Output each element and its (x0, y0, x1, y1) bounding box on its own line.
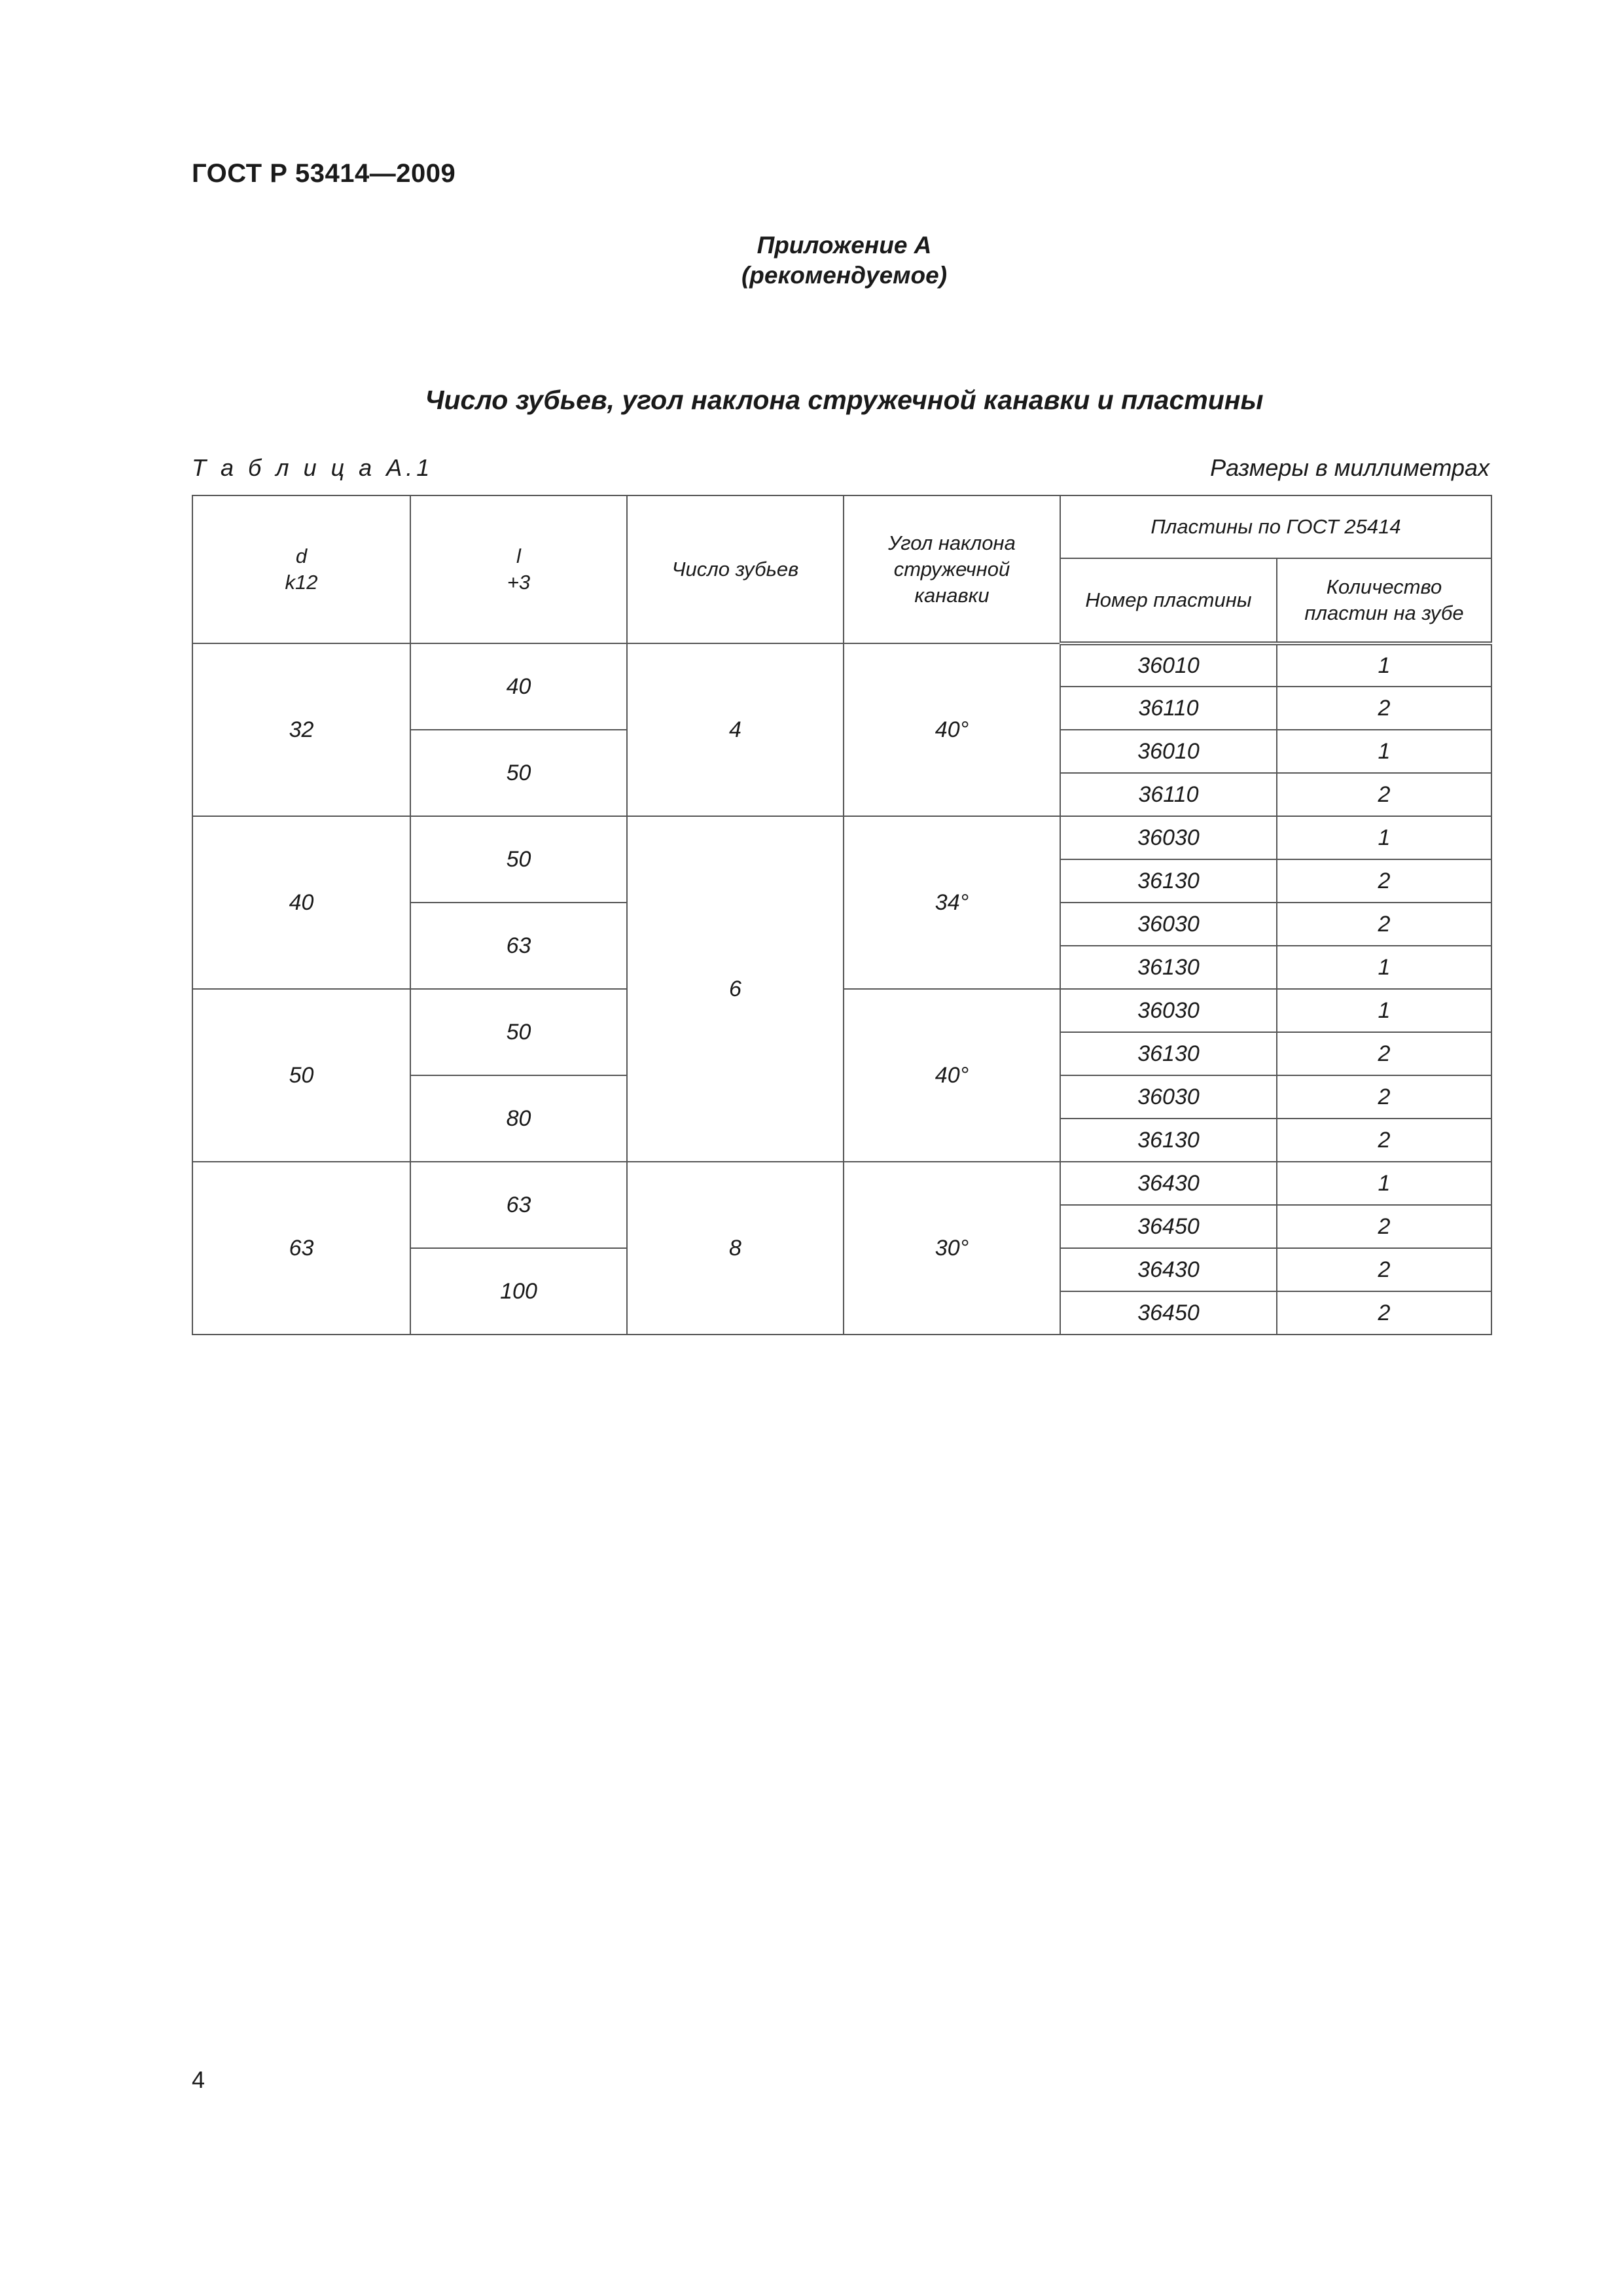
appendix-status: (рекомендуемое) (741, 262, 948, 289)
cell-plate-number: 36130 (1060, 1119, 1277, 1162)
cell-plate-count: 1 (1277, 946, 1491, 989)
cell-plate-number: 36010 (1060, 643, 1277, 687)
cell-plate-number: 36030 (1060, 903, 1277, 946)
header-d-tolerance: k12 (285, 571, 318, 594)
cell-angle: 40° (844, 643, 1060, 816)
header-plate-count-line1: Количество (1326, 575, 1442, 598)
cell-plate-number: 36450 (1060, 1291, 1277, 1335)
cell-plate-number: 36130 (1060, 859, 1277, 903)
table-row (192, 816, 1491, 859)
cell-l: 50 (410, 989, 627, 1075)
cell-l: 63 (410, 903, 627, 989)
cell-d: 40 (192, 816, 410, 989)
table-body (192, 643, 1491, 1335)
table-units: Размеры в миллиметрах (1210, 454, 1489, 481)
page-number: 4 (192, 2066, 205, 2093)
cell-plate-count: 2 (1277, 1119, 1491, 1162)
cell-plate-number: 36430 (1060, 1162, 1277, 1205)
cell-plate-number: 36030 (1060, 816, 1277, 859)
cell-plate-number: 36430 (1060, 1248, 1277, 1291)
cell-plate-count: 1 (1277, 643, 1491, 687)
header-d-symbol: d (295, 545, 308, 567)
header-l-tolerance: +3 (507, 571, 531, 594)
cell-plate-count: 2 (1277, 1205, 1491, 1248)
data-table (192, 495, 1492, 1335)
cell-l: 80 (410, 1075, 627, 1162)
cell-plate-number: 36030 (1060, 1075, 1277, 1119)
header-l-symbol: l (516, 545, 521, 567)
header-angle-line2: стружечной (893, 558, 1010, 581)
header-angle-line1: Угол наклона (888, 531, 1016, 554)
cell-plate-count: 1 (1277, 816, 1491, 859)
cell-angle: 40° (844, 989, 1060, 1162)
cell-l: 40 (410, 643, 627, 730)
cell-plate-number: 36110 (1060, 773, 1277, 816)
table-row (192, 1162, 1491, 1205)
cell-plate-number: 36450 (1060, 1205, 1277, 1248)
cell-teeth: 4 (627, 643, 844, 816)
cell-d: 63 (192, 1162, 410, 1335)
cell-plate-count: 2 (1277, 903, 1491, 946)
header-plate-count-line2: пластин на зубе (1304, 601, 1464, 624)
table-label: Т а б л и ц а А.1 (192, 454, 434, 481)
cell-plate-count: 1 (1277, 989, 1491, 1032)
cell-plate-count: 1 (1277, 1162, 1491, 1205)
header-l (410, 495, 627, 643)
cell-plate-count: 2 (1277, 1248, 1491, 1291)
cell-plate-number: 36130 (1060, 946, 1277, 989)
cell-d: 50 (192, 989, 410, 1162)
cell-l: 50 (410, 730, 627, 816)
table-header (192, 495, 1491, 643)
header-teeth: Число зубьев (627, 495, 844, 643)
cell-plate-count: 2 (1277, 773, 1491, 816)
cell-plate-count: 1 (1277, 730, 1491, 773)
header-d (192, 495, 410, 643)
header-angle-line3: канавки (914, 584, 990, 607)
appendix-title: Приложение А (757, 232, 932, 259)
cell-d: 32 (192, 643, 410, 816)
cell-teeth: 6 (627, 816, 844, 1162)
cell-plate-number: 36130 (1060, 1032, 1277, 1075)
cell-plate-count: 2 (1277, 1032, 1491, 1075)
cell-plate-count: 2 (1277, 1075, 1491, 1119)
cell-teeth: 8 (627, 1162, 844, 1335)
cell-plate-number: 36030 (1060, 989, 1277, 1032)
header-plate-count (1277, 558, 1491, 643)
standard-id: ГОСТ Р 53414—2009 (192, 159, 456, 188)
cell-l: 100 (410, 1248, 627, 1335)
section-title: Число зубьев, угол наклона стружечной канавки и пластины (425, 385, 1264, 415)
cell-plate-count: 2 (1277, 1291, 1491, 1335)
header-plates-group: Пластины по ГОСТ 25414 (1060, 495, 1491, 558)
appendix-heading (0, 230, 1623, 291)
cell-plate-count: 2 (1277, 687, 1491, 730)
table-row (192, 643, 1491, 687)
cell-plate-count: 2 (1277, 859, 1491, 903)
cell-l: 50 (410, 816, 627, 903)
cell-l: 63 (410, 1162, 627, 1248)
cell-angle: 34° (844, 816, 1060, 989)
cell-plate-number: 36110 (1060, 687, 1277, 730)
header-angle (844, 495, 1060, 643)
header-plate-number: Номер пластины (1060, 558, 1277, 643)
cell-plate-number: 36010 (1060, 730, 1277, 773)
cell-angle: 30° (844, 1162, 1060, 1335)
